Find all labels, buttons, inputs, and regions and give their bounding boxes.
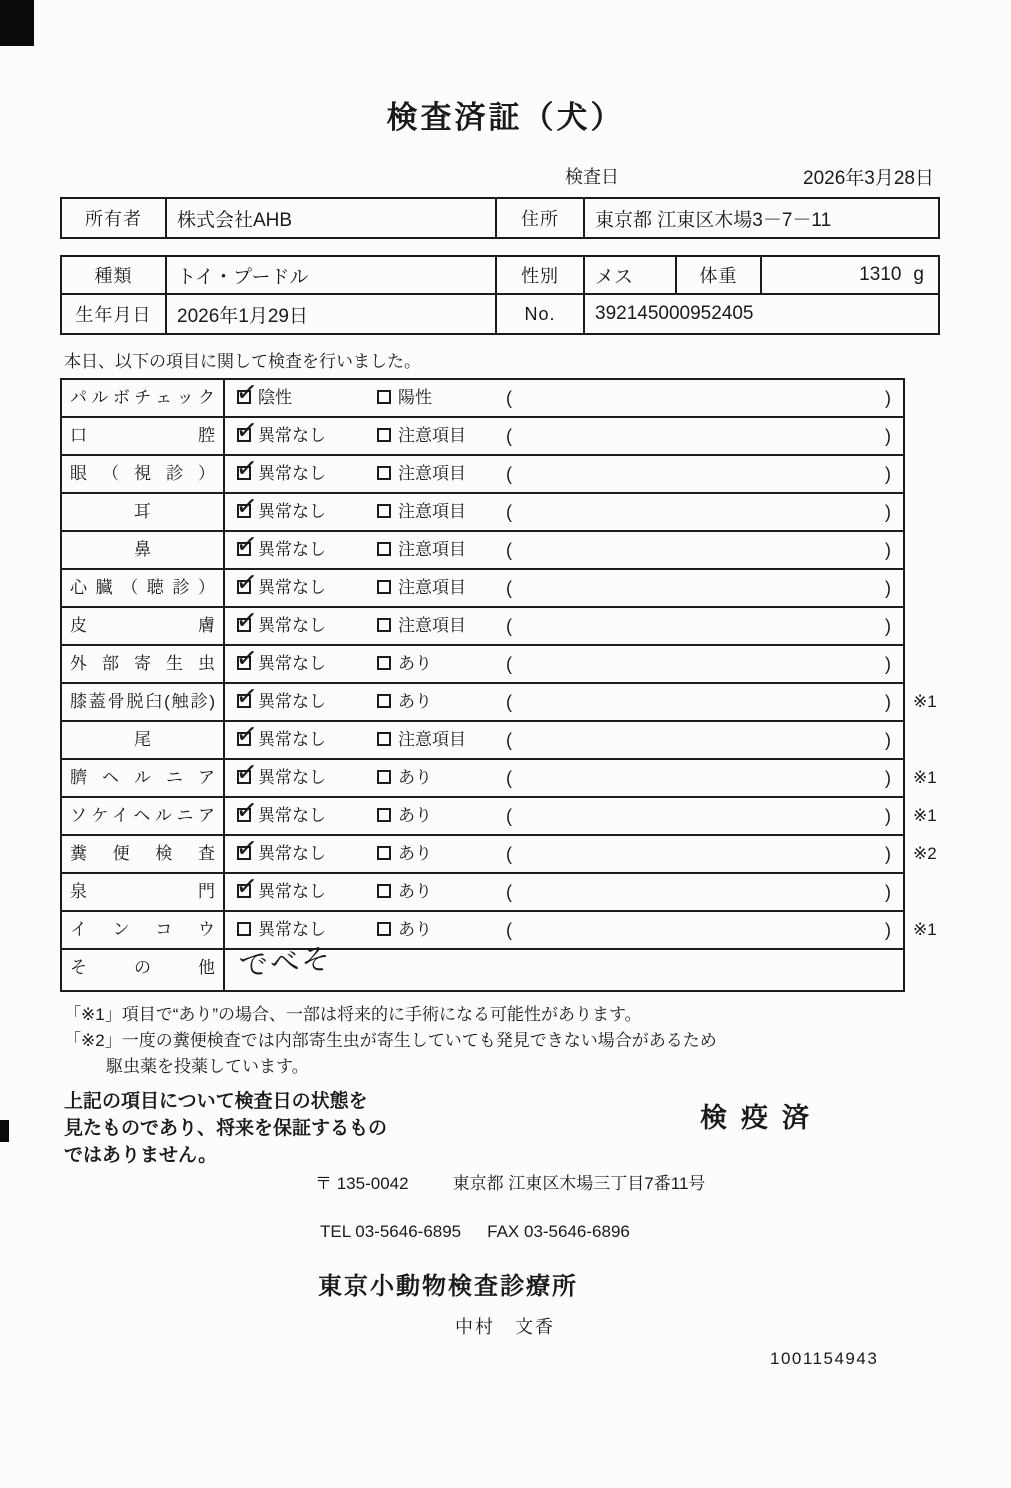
check-mark-icon: ✓ <box>234 717 260 751</box>
option-primary <box>225 755 365 796</box>
paren-open: ( <box>506 502 512 522</box>
tel-number: TEL 03-5646-6895 <box>320 1222 462 1241</box>
option-secondary-label: あり <box>398 844 432 863</box>
checklist-row <box>62 565 903 608</box>
paren-close: ) <box>885 882 891 902</box>
inspection-date-label: 検査日 <box>565 167 619 187</box>
option-secondary <box>365 532 500 568</box>
checkbox <box>234 869 260 903</box>
option-primary <box>225 375 365 416</box>
pet-info-table <box>60 255 940 335</box>
remarks-field <box>500 380 903 416</box>
clinic-contact-row <box>320 1222 1011 1242</box>
checklist-row <box>62 755 937 798</box>
option-primary-label: 異常なし <box>258 730 326 749</box>
item-label: パルボチェック <box>62 380 225 416</box>
remarks-field <box>500 570 903 606</box>
checkbox <box>377 656 391 670</box>
paren-open: ( <box>506 464 512 484</box>
option-secondary <box>365 912 500 948</box>
quarantine-stamp: 検疫済 <box>700 1103 823 1133</box>
remarks-field <box>500 836 903 872</box>
paren-open: ( <box>506 920 512 940</box>
option-secondary <box>365 722 500 758</box>
checkbox <box>234 641 260 675</box>
paren-close: ) <box>885 730 891 750</box>
checklist-row <box>62 641 903 684</box>
option-primary-label: 異常なし <box>258 768 326 787</box>
check-mark-icon: ✓ <box>234 565 260 599</box>
option-secondary <box>365 380 500 416</box>
option-primary-label: 異常なし <box>258 844 326 863</box>
item-label: 泉門 <box>62 874 225 910</box>
option-primary-label: 異常なし <box>258 806 326 825</box>
paren-close: ) <box>885 502 891 522</box>
checkbox <box>237 922 251 936</box>
footnote-marker: ※1 <box>913 920 937 939</box>
footnote-2-line1: 「※2」一度の糞便検査では内部寄生虫が寄生していても発見できない場合があるため <box>64 1031 717 1050</box>
option-secondary-label: 陽性 <box>398 388 432 407</box>
option-secondary-label: 注意項目 <box>398 730 466 749</box>
postal-code: 〒 135-0042 <box>315 1174 409 1193</box>
birthdate-value: 2026年1月29日 <box>167 295 497 333</box>
checklist-row-other <box>62 942 903 990</box>
option-primary-label: 陰性 <box>258 388 292 407</box>
footnote-marker: ※1 <box>913 692 937 711</box>
checkbox <box>377 504 391 518</box>
option-secondary-label: 注意項目 <box>398 578 466 597</box>
checkbox <box>234 489 260 523</box>
checkbox <box>377 428 391 442</box>
checkbox <box>377 618 391 632</box>
footnotes <box>64 1002 1011 1080</box>
footnote-marker: ※2 <box>913 844 937 863</box>
option-secondary <box>365 570 500 606</box>
disclaimer-line-1: 上記の項目について検査日の状態を <box>64 1091 368 1112</box>
sex-label: 性別 <box>497 257 585 295</box>
check-mark-icon: ✓ <box>234 679 260 713</box>
footnote-marker: ※1 <box>913 806 937 825</box>
check-mark-icon: ✓ <box>234 869 260 903</box>
handwritten-note: でべそ <box>238 942 334 983</box>
paren-open: ( <box>506 844 512 864</box>
checklist-row <box>62 489 903 532</box>
remarks-field <box>500 608 903 644</box>
paren-close: ) <box>885 920 891 940</box>
option-primary-label: 異常なし <box>258 426 326 445</box>
checkbox <box>234 831 260 865</box>
remarks-field <box>500 760 903 796</box>
item-label: 口腔 <box>62 418 225 454</box>
option-secondary <box>365 836 500 872</box>
item-label: 臍ヘルニア <box>62 760 225 796</box>
option-primary-label: 異常なし <box>258 920 326 939</box>
option-primary-label: 異常なし <box>258 692 326 711</box>
remarks-field <box>500 684 903 720</box>
option-primary <box>225 641 365 682</box>
item-label: 眼（視診） <box>62 456 225 492</box>
option-secondary <box>365 798 500 834</box>
page-title: 検査済証（犬） <box>386 100 625 135</box>
option-primary-label: 異常なし <box>258 464 326 483</box>
remarks-field <box>500 722 903 758</box>
option-secondary-label: 注意項目 <box>398 502 466 521</box>
remarks-field <box>500 912 903 948</box>
paren-open: ( <box>506 654 512 674</box>
fax-number: FAX 03-5646-6896 <box>487 1222 630 1241</box>
option-primary-label: 異常なし <box>258 502 326 521</box>
option-secondary-label: あり <box>398 692 432 711</box>
checkbox <box>234 679 260 713</box>
check-mark-icon: ✓ <box>234 489 260 523</box>
checklist-row <box>62 679 937 722</box>
checklist-row <box>62 793 937 836</box>
check-mark-icon: ✓ <box>234 831 260 865</box>
option-primary <box>225 413 365 454</box>
option-primary <box>225 565 365 606</box>
option-secondary-label: あり <box>398 654 432 673</box>
option-secondary-label: あり <box>398 768 432 787</box>
option-primary <box>225 489 365 530</box>
paren-close: ) <box>885 540 891 560</box>
inspection-date-row <box>60 163 940 189</box>
remarks-field <box>500 798 903 834</box>
checklist-row <box>62 603 903 646</box>
item-label: 耳 <box>62 494 225 530</box>
checklist-row <box>62 869 903 912</box>
owner-value: 株式会社AHB <box>167 199 497 237</box>
document-number: 1001154943 <box>770 1349 879 1368</box>
checkbox <box>377 694 391 708</box>
checkbox <box>234 375 260 409</box>
paren-open: ( <box>506 882 512 902</box>
paren-close: ) <box>885 426 891 446</box>
scan-artifact-edge <box>0 1120 9 1142</box>
checklist-row <box>62 717 903 760</box>
checkbox <box>234 527 260 561</box>
option-primary <box>225 679 365 720</box>
option-secondary <box>365 874 500 910</box>
breed-label: 種類 <box>62 257 167 295</box>
item-label: 心臓（聴診） <box>62 570 225 606</box>
option-secondary-label: 注意項目 <box>398 464 466 483</box>
checkbox <box>377 732 391 746</box>
check-mark-icon: ✓ <box>234 755 260 789</box>
paren-open: ( <box>506 540 512 560</box>
clinic-address: 東京都 江東区木場三丁目7番11号 <box>452 1174 706 1193</box>
checkbox <box>377 884 391 898</box>
option-secondary <box>365 646 500 682</box>
checklist-row <box>62 375 903 418</box>
paren-open: ( <box>506 578 512 598</box>
checkbox <box>234 413 260 447</box>
check-mark-icon: ✓ <box>234 375 260 409</box>
owner-table <box>60 197 940 239</box>
paren-close: ) <box>885 692 891 712</box>
item-label: ソケイヘルニア <box>62 798 225 834</box>
option-primary-label: 異常なし <box>258 882 326 901</box>
handwritten-area <box>225 942 903 991</box>
checkbox <box>377 542 391 556</box>
paren-close: ) <box>885 806 891 826</box>
checkbox <box>377 846 391 860</box>
checklist-row <box>62 413 903 456</box>
paren-close: ) <box>885 768 891 788</box>
checklist-row <box>62 527 903 570</box>
remarks-field <box>500 494 903 530</box>
paren-close: ) <box>885 388 891 408</box>
footnote-2-line2: 駆虫薬を投薬しています。 <box>106 1057 309 1076</box>
option-secondary-label: 注意項目 <box>398 426 466 445</box>
option-secondary <box>365 418 500 454</box>
item-label: 尾 <box>62 722 225 758</box>
checkbox <box>377 466 391 480</box>
paren-open: ( <box>506 692 512 712</box>
option-secondary-label: あり <box>398 806 432 825</box>
checkbox <box>377 580 391 594</box>
remarks-field <box>500 646 903 682</box>
address-label: 住所 <box>497 199 585 237</box>
option-secondary <box>365 684 500 720</box>
paren-close: ) <box>885 578 891 598</box>
option-secondary-label: 注意項目 <box>398 616 466 635</box>
staff-name: 中村 文香 <box>455 1317 555 1337</box>
item-label: その他 <box>62 950 225 991</box>
option-secondary <box>365 760 500 796</box>
option-primary-label: 異常なし <box>258 616 326 635</box>
clinic-address-row <box>315 1169 1011 1194</box>
checkbox <box>377 922 391 936</box>
disclaimer-line-3: ではありません。 <box>64 1145 218 1166</box>
id-number-value: 392145000952405 <box>595 303 754 324</box>
checkbox <box>234 565 260 599</box>
checklist-row <box>62 451 903 494</box>
footnote-1: 「※1」項目で“あり”の場合、一部は将来的に手術になる可能性があります。 <box>64 1005 642 1024</box>
breed-value: トイ・プードル <box>167 257 497 295</box>
check-mark-icon: ✓ <box>234 641 260 675</box>
checklist-table <box>60 375 937 992</box>
paren-close: ) <box>885 654 891 674</box>
birthdate-label: 生年月日 <box>62 295 167 333</box>
check-mark-icon: ✓ <box>234 451 260 485</box>
paren-open: ( <box>506 616 512 636</box>
footnote-marker: ※1 <box>913 768 937 787</box>
option-primary <box>225 831 365 872</box>
remarks-field <box>500 874 903 910</box>
item-label: 膝蓋骨脱臼(触診) <box>62 684 225 720</box>
option-primary-label: 異常なし <box>258 654 326 673</box>
option-secondary <box>365 456 500 492</box>
item-label: 皮膚 <box>62 608 225 644</box>
option-secondary <box>365 494 500 530</box>
checkbox <box>234 717 260 751</box>
owner-label: 所有者 <box>62 199 167 237</box>
disclaimer-text <box>64 1088 494 1169</box>
option-secondary-label: 注意項目 <box>398 540 466 559</box>
paren-open: ( <box>506 768 512 788</box>
option-primary <box>225 869 365 910</box>
checkbox <box>234 451 260 485</box>
checklist-row <box>62 912 937 950</box>
check-mark-icon: ✓ <box>234 527 260 561</box>
item-label: 外部寄生虫 <box>62 646 225 682</box>
paren-open: ( <box>506 806 512 826</box>
checkbox <box>377 808 391 822</box>
remarks-field <box>500 456 903 492</box>
inspection-date-value: 2026年3月28日 <box>803 168 934 189</box>
paren-open: ( <box>506 388 512 408</box>
checkbox <box>234 603 260 637</box>
check-mark-icon: ✓ <box>234 793 260 827</box>
paren-open: ( <box>506 730 512 750</box>
weight-value: 1310 <box>859 264 902 285</box>
item-label: インコウ <box>62 912 225 948</box>
paren-open: ( <box>506 426 512 446</box>
option-primary <box>225 603 365 644</box>
address-value: 東京都 江東区木場3－7－11 <box>595 209 832 231</box>
option-primary <box>225 527 365 568</box>
remarks-field <box>500 418 903 454</box>
disclaimer-line-2: 見たものであり、将来を保証するもの <box>64 1118 388 1139</box>
option-primary <box>225 451 365 492</box>
checkbox <box>234 793 260 827</box>
checkbox <box>377 770 391 784</box>
option-primary <box>225 717 365 758</box>
option-primary <box>225 793 365 834</box>
check-mark-icon: ✓ <box>234 413 260 447</box>
clinic-name: 東京小動物検査診療所 <box>318 1273 578 1300</box>
weight-unit: g <box>913 264 924 285</box>
option-primary-label: 異常なし <box>258 578 326 597</box>
option-secondary-label: あり <box>398 882 432 901</box>
sex-value: メス <box>585 257 677 295</box>
item-label: 鼻 <box>62 532 225 568</box>
weight-label: 体重 <box>677 257 762 295</box>
intro-text: 本日、以下の項目に関して検査を行いました。 <box>64 352 421 371</box>
option-secondary <box>365 608 500 644</box>
check-mark-icon: ✓ <box>234 603 260 637</box>
scan-artifact-corner <box>0 0 34 46</box>
checkbox <box>377 390 391 404</box>
paren-close: ) <box>885 464 891 484</box>
weight-value-cell <box>762 257 938 295</box>
option-primary-label: 異常なし <box>258 540 326 559</box>
remarks-field <box>500 532 903 568</box>
checkbox <box>234 755 260 789</box>
item-label: 糞便検査 <box>62 836 225 872</box>
checklist-row <box>62 831 937 874</box>
option-secondary-label: あり <box>398 920 432 939</box>
paren-close: ) <box>885 844 891 864</box>
paren-close: ) <box>885 616 891 636</box>
id-number-label: No. <box>497 295 585 333</box>
